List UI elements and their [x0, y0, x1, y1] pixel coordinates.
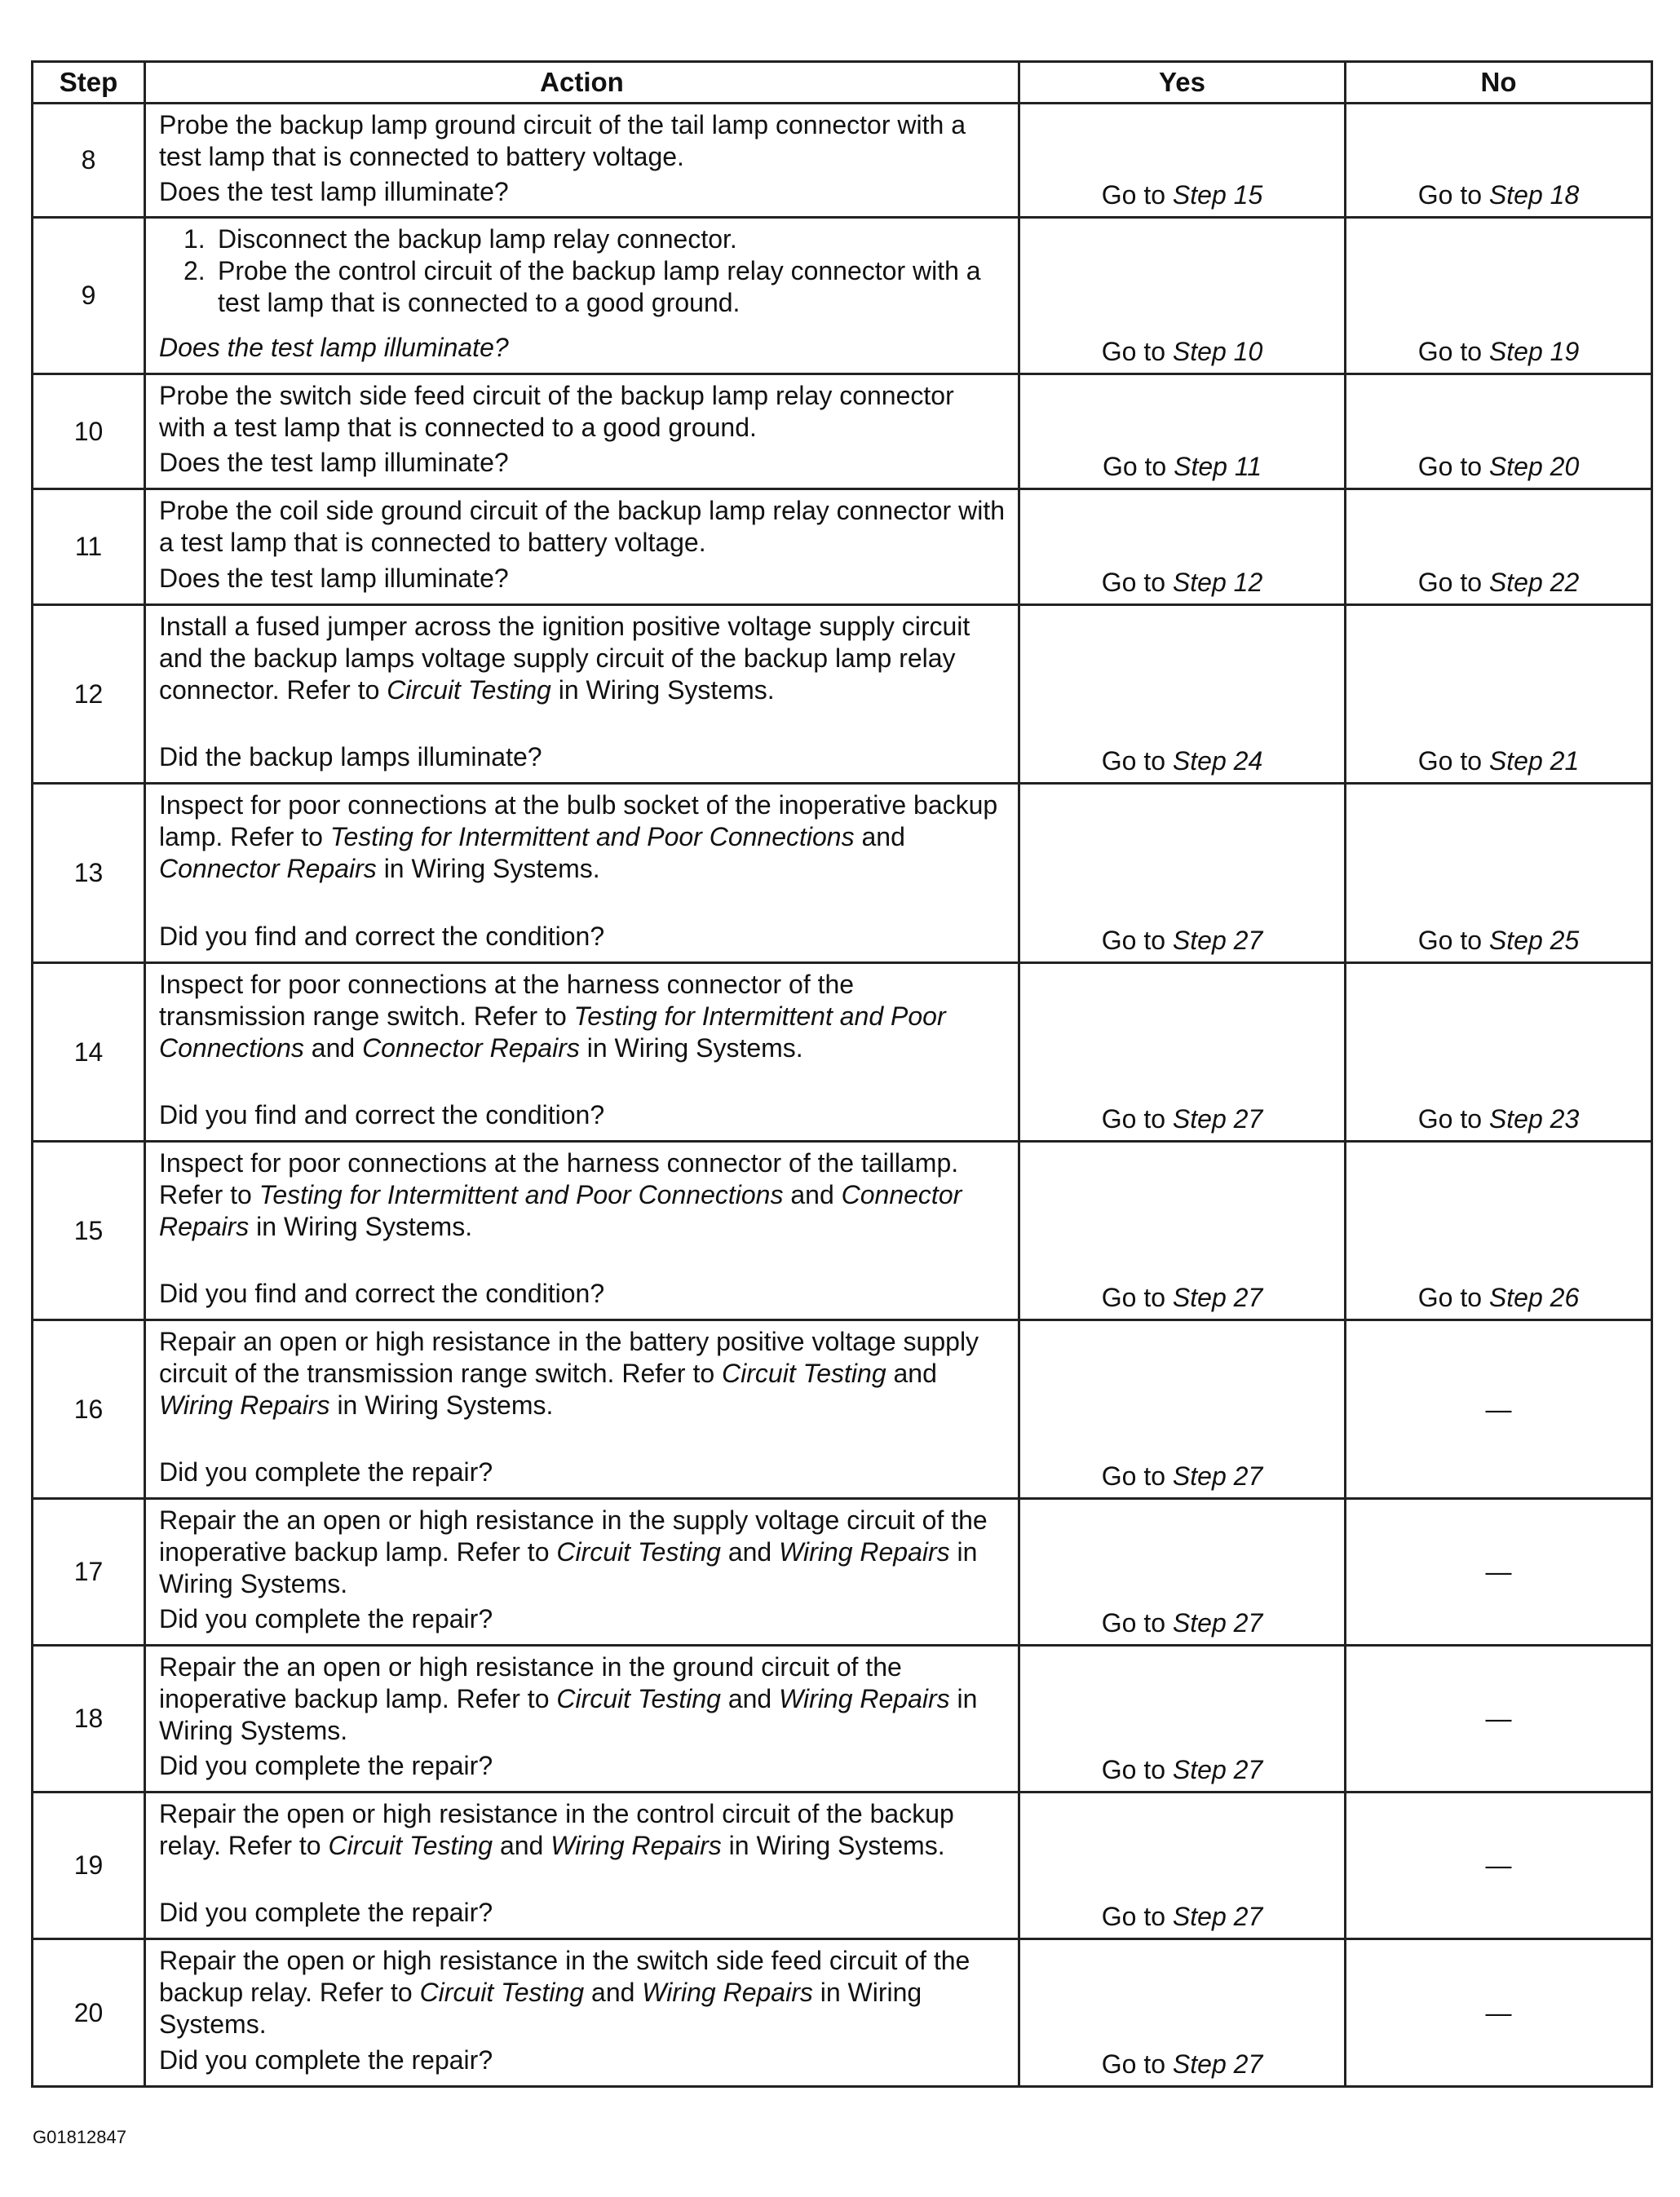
yes-step-reference: Step 12	[1172, 568, 1263, 597]
action-question: Did you complete the repair?	[159, 1604, 493, 1633]
step-number: 9	[33, 218, 145, 374]
reference-link-text: Circuit Testing	[419, 1978, 585, 2007]
action-text-segment: Repair the open or high resistance in the switch side feed circuit of the backup relay. Refer to	[159, 1946, 970, 2007]
step-number: 17	[33, 1499, 145, 1646]
table-row	[33, 374, 1652, 489]
action-text-segment: Install a fused jumper across the ignition positive voltage supply circuit and the backup lamps voltage supply circuit of the backup lamp relay connector. Refer to	[159, 612, 970, 705]
reference-link-text: Testing for Intermittent and Poor Connections	[159, 1001, 946, 1063]
diagnostic-table-container	[31, 60, 1651, 2088]
yes-step-reference: Step 27	[1172, 1902, 1263, 1931]
yes-step-reference: Step 15	[1172, 180, 1263, 210]
action-cell	[145, 489, 1019, 605]
action-text-segment: in Wiring Systems.	[376, 854, 600, 883]
action-text-segment: and	[584, 1978, 643, 2007]
action-question: Did you find and correct the condition?	[159, 1100, 605, 1129]
no-step-reference: Step 26	[1488, 1283, 1580, 1312]
action-question: Did you find and correct the condition?	[159, 1279, 605, 1308]
yes-step-reference: Step 27	[1172, 1461, 1263, 1491]
reference-link-text: Wiring Repairs	[159, 1390, 330, 1420]
yes-result: Go to Step 27	[1019, 963, 1346, 1142]
no-step-reference: Step 20	[1488, 452, 1580, 481]
yes-step-reference: Step 27	[1172, 1283, 1263, 1312]
figure-id: G01812847	[33, 2127, 126, 2147]
action-cell	[145, 104, 1019, 218]
action-cell	[145, 374, 1019, 489]
yes-result: Go to Step 11	[1019, 374, 1346, 489]
reference-link-text: Wiring Repairs	[779, 1537, 950, 1567]
action-text	[159, 1651, 1006, 1747]
action-cell	[145, 605, 1019, 784]
step-number: 20	[33, 1939, 145, 2087]
table-row	[33, 104, 1652, 218]
header-yes: Yes	[1019, 62, 1346, 104]
no-step-reference: Step 21	[1488, 746, 1580, 776]
step-number: 12	[33, 605, 145, 784]
action-question: Did you complete the repair?	[159, 1898, 493, 1927]
yes-result: Go to Step 12	[1019, 489, 1346, 605]
action-text	[159, 611, 1006, 706]
action-text-segment: Repair the an open or high resistance in the ground circuit of the inoperative backup lamp. Refer to	[159, 1652, 902, 1713]
step-number: 14	[33, 963, 145, 1142]
yes-result: Go to Step 27	[1019, 1142, 1346, 1320]
action-question: Did you complete the repair?	[159, 1751, 493, 1780]
action-question: Does the test lamp illuminate?	[159, 333, 509, 362]
reference-link-text: Wiring Repairs	[642, 1978, 813, 2007]
action-cell	[145, 1793, 1019, 1939]
action-list-item: 2. Probe the control circuit of the backup lamp relay connector with a test lamp that is connected to a good ground.	[183, 256, 981, 317]
action-question: Did the backup lamps illuminate?	[159, 742, 542, 771]
yes-result: Go to Step 27	[1019, 784, 1346, 963]
action-text	[159, 1798, 1006, 1862]
action-text	[159, 1945, 1006, 2040]
action-text-segment: in Wiring Systems.	[550, 675, 775, 705]
reference-link-text: Wiring Repairs	[779, 1684, 950, 1713]
reference-link-text: Circuit Testing	[328, 1831, 493, 1860]
action-cell	[145, 1646, 1019, 1793]
step-number: 8	[33, 104, 145, 218]
table-row	[33, 1939, 1652, 2087]
action-cell	[145, 1499, 1019, 1646]
yes-step-reference: Step 27	[1172, 926, 1263, 955]
reference-link-text: Circuit Testing	[556, 1537, 721, 1567]
action-list-item: 1. Disconnect the backup lamp relay connector.	[183, 224, 737, 254]
action-question: Did you complete the repair?	[159, 1457, 493, 1487]
action-text-segment: in Wiring Systems.	[249, 1212, 473, 1241]
yes-step-reference: Step 27	[1172, 1608, 1263, 1638]
action-text-segment: Probe the coil side ground circuit of the backup lamp relay connector with a test lamp that is connected to battery voltage.	[159, 496, 1005, 557]
header-step: Step	[33, 62, 145, 104]
no-result-dash: —	[1346, 1320, 1652, 1499]
no-step-reference: Step 25	[1488, 926, 1580, 955]
reference-link-text: Connector Repairs	[159, 1180, 962, 1241]
yes-result: Go to Step 27	[1019, 1939, 1346, 2087]
no-result: Go to Step 21	[1346, 605, 1652, 784]
action-question: Does the test lamp illuminate?	[159, 564, 509, 593]
action-cell	[145, 1142, 1019, 1320]
table-row	[33, 605, 1652, 784]
action-text-segment: Repair an open or high resistance in the battery positive voltage supply circuit of the transmission range switch. Refer to	[159, 1327, 979, 1388]
no-result: Go to Step 23	[1346, 963, 1652, 1142]
action-question: Did you find and correct the condition?	[159, 922, 605, 951]
yes-step-reference: Step 27	[1172, 2049, 1263, 2079]
action-text	[159, 109, 1006, 173]
table-header-row	[33, 62, 1652, 104]
action-text	[159, 223, 1006, 320]
action-text-segment: and	[854, 822, 905, 851]
yes-step-reference: Step 11	[1174, 452, 1262, 481]
action-text-segment: in Wiring Systems.	[159, 1978, 922, 2039]
no-result: Go to Step 22	[1346, 489, 1652, 605]
action-question: Does the test lamp illuminate?	[159, 448, 509, 477]
yes-step-reference: Step 27	[1172, 1104, 1263, 1134]
action-text	[159, 789, 1006, 885]
no-step-reference: Step 18	[1488, 180, 1580, 210]
action-text	[159, 380, 1006, 444]
action-text-segment: and	[493, 1831, 551, 1860]
action-text-segment: Repair the open or high resistance in the control circuit of the backup relay. Refer to	[159, 1799, 954, 1860]
yes-result: Go to Step 27	[1019, 1499, 1346, 1646]
action-text	[159, 969, 1006, 1064]
reference-link-text: Testing for Intermittent and Poor Connections	[329, 822, 855, 851]
yes-result: Go to Step 27	[1019, 1320, 1346, 1499]
action-text-segment: in Wiring Systems.	[159, 1684, 978, 1745]
reference-link-text: Circuit Testing	[722, 1359, 886, 1388]
no-result: Go to Step 25	[1346, 784, 1652, 963]
reference-link-text: Circuit Testing	[387, 675, 551, 705]
action-cell	[145, 1939, 1019, 2087]
yes-step-reference: Step 24	[1172, 746, 1263, 776]
table-row	[33, 784, 1652, 963]
action-text-segment: Inspect for poor connections at the harness connector of the taillamp. Refer to	[159, 1148, 959, 1209]
step-number: 19	[33, 1793, 145, 1939]
table-body	[33, 104, 1652, 2087]
no-result: Go to Step 18	[1346, 104, 1652, 218]
reference-link-text: Circuit Testing	[556, 1684, 721, 1713]
table-row	[33, 1646, 1652, 1793]
action-cell	[145, 218, 1019, 374]
table-row	[33, 1142, 1652, 1320]
table-row	[33, 218, 1652, 374]
step-number: 18	[33, 1646, 145, 1793]
yes-result: Go to Step 15	[1019, 104, 1346, 218]
yes-result: Go to Step 24	[1019, 605, 1346, 784]
reference-link-text: Connector Repairs	[362, 1033, 580, 1063]
step-number: 15	[33, 1142, 145, 1320]
step-number: 11	[33, 489, 145, 605]
reference-link-text: Testing for Intermittent and Poor Connections	[259, 1180, 784, 1209]
no-step-reference: Step 19	[1488, 337, 1580, 366]
table-row	[33, 489, 1652, 605]
step-number: 16	[33, 1320, 145, 1499]
action-cell	[145, 963, 1019, 1142]
yes-result: Go to Step 10	[1019, 218, 1346, 374]
yes-result: Go to Step 27	[1019, 1793, 1346, 1939]
action-text	[159, 495, 1006, 559]
header-no: No	[1346, 62, 1652, 104]
action-text	[159, 1505, 1006, 1600]
yes-step-reference: Step 10	[1172, 337, 1263, 366]
yes-step-reference: Step 27	[1172, 1755, 1263, 1784]
no-result: Go to Step 20	[1346, 374, 1652, 489]
table-row	[33, 1499, 1652, 1646]
no-step-reference: Step 22	[1488, 568, 1580, 597]
table-row	[33, 1320, 1652, 1499]
action-text-segment: in Wiring Systems.	[721, 1831, 945, 1860]
action-text-segment: Inspect for poor connections at the bulb socket of the inoperative backup lamp. Refer to	[159, 790, 998, 851]
action-text-segment: and	[783, 1180, 842, 1209]
no-result-dash: —	[1346, 1939, 1652, 2087]
action-text-segment: Probe the backup lamp ground circuit of the tail lamp connector with a test lamp that is connected to battery voltage.	[159, 110, 966, 171]
action-text-segment: and	[886, 1359, 937, 1388]
action-text-segment: and	[303, 1033, 363, 1063]
no-result-dash: —	[1346, 1499, 1652, 1646]
action-text-segment: and	[720, 1684, 780, 1713]
action-text	[159, 1147, 1006, 1243]
action-text-segment: Repair the an open or high resistance in the supply voltage circuit of the inoperative backup lamp. Refer to	[159, 1505, 988, 1567]
action-text-segment: in Wiring Systems.	[579, 1033, 803, 1063]
step-number: 10	[33, 374, 145, 489]
table-row	[33, 963, 1652, 1142]
reference-link-text: Wiring Repairs	[550, 1831, 722, 1860]
diagnostic-table	[31, 60, 1653, 2088]
action-text	[159, 1326, 1006, 1421]
no-result: Go to Step 19	[1346, 218, 1652, 374]
step-number: 13	[33, 784, 145, 963]
no-result-dash: —	[1346, 1793, 1652, 1939]
action-text-segment: and	[720, 1537, 780, 1567]
no-result-dash: —	[1346, 1646, 1652, 1793]
action-text-segment: in Wiring Systems.	[329, 1390, 554, 1420]
no-result: Go to Step 26	[1346, 1142, 1652, 1320]
no-step-reference: Step 23	[1488, 1104, 1580, 1134]
action-text-segment: Inspect for poor connections at the harness connector of the transmission range switch. Refer to	[159, 970, 855, 1031]
table-row	[33, 1793, 1652, 1939]
header-action: Action	[145, 62, 1019, 104]
reference-link-text: Connector Repairs	[159, 854, 377, 883]
action-text-segment: Probe the switch side feed circuit of the backup lamp relay connector with a test lamp that is connected to a good ground.	[159, 381, 954, 442]
action-text-segment: in Wiring Systems.	[159, 1537, 978, 1598]
yes-result: Go to Step 27	[1019, 1646, 1346, 1793]
action-cell	[145, 784, 1019, 963]
action-question: Did you complete the repair?	[159, 2045, 493, 2075]
action-question: Does the test lamp illuminate?	[159, 177, 509, 206]
action-cell	[145, 1320, 1019, 1499]
